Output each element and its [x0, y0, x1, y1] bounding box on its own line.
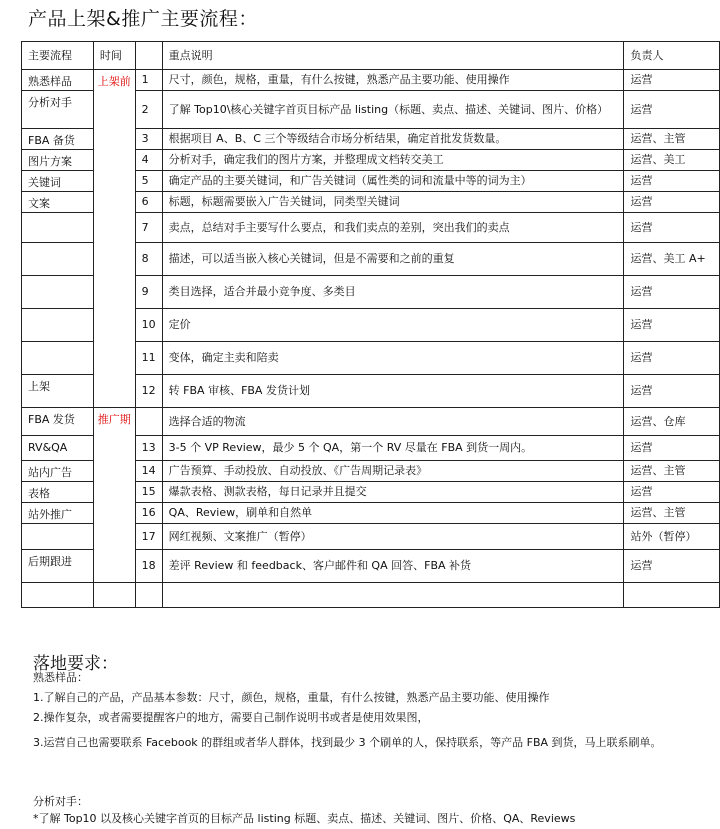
index-cell: 3 [135, 129, 162, 150]
step-cell [22, 243, 94, 276]
step-cell: 表格 [22, 482, 94, 503]
step-cell: 站外推广 [22, 503, 94, 524]
owner-cell: 运营 [624, 375, 720, 408]
owner-cell: 运营、主管 [624, 129, 720, 150]
description-cell: 转 FBA 审核、FBA 发货计划 [162, 375, 624, 408]
requirement-line: 熟悉样品： [33, 671, 88, 684]
description-cell: 3-5 个 VP Review，最少 5 个 QA，第一个 RV 尽量在 FBA 到货一周内。 [162, 436, 624, 461]
description-cell: QA、Review，刷单和自然单 [162, 503, 624, 524]
step-cell [22, 583, 94, 608]
requirement-line: 2.操作复杂，或者需要提醒客户的地方，需要自己制作说明书或者是使用效果图， [33, 711, 429, 724]
index-cell: 11 [135, 342, 162, 375]
owner-cell: 运营 [624, 482, 720, 503]
step-cell: 站内广告 [22, 461, 94, 482]
process-table [21, 41, 720, 608]
owner-cell: 运营 [624, 436, 720, 461]
index-cell: 5 [135, 171, 162, 192]
step-cell: 图片方案 [22, 150, 94, 171]
index-cell: 10 [135, 309, 162, 342]
description-cell: 爆款表格、测款表格，每日记录并且提交 [162, 482, 624, 503]
index-cell: 17 [135, 524, 162, 550]
table-row [22, 70, 720, 91]
description-cell: 根据项目 A、B、C 三个等级结合市场分析结果，确定首批发货数量。 [162, 129, 624, 150]
phase-promo: 推广期 [93, 408, 135, 583]
header-time: 时间 [93, 42, 135, 70]
owner-cell: 运营 [624, 213, 720, 243]
step-cell: 熟悉样品 [22, 70, 94, 91]
index-cell: 1 [135, 70, 162, 91]
owner-cell: 运营 [624, 171, 720, 192]
description-cell [162, 583, 624, 608]
index-cell [135, 583, 162, 608]
requirement-line: 3.运营自己也需要联系 Facebook 的群组或者华人群体，找到最少 3 个刷单的人，保持联系，等产品 FBA 到货，马上联系刷单。 [33, 736, 662, 749]
description-cell: 类目选择，适合并最小竞争度、多类目 [162, 276, 624, 309]
header-index [135, 42, 162, 70]
index-cell: 7 [135, 213, 162, 243]
description-cell: 确定产品的主要关键词，和广告关键词（属性类的词和流量中等的词为主） [162, 171, 624, 192]
owner-cell: 站外（暂停） [624, 524, 720, 550]
step-cell: FBA 发货 [22, 408, 94, 436]
owner-cell: 运营 [624, 91, 720, 129]
step-cell [22, 342, 94, 375]
description-cell: 尺寸，颜色，规格，重量，有什么按键，熟悉产品主要功能、使用操作 [162, 70, 624, 91]
owner-cell: 运营 [624, 309, 720, 342]
description-cell: 广告预算、手动投放、自动投放、《广告周期记录表》 [162, 461, 624, 482]
owner-cell: 运营、主管 [624, 503, 720, 524]
index-cell: 12 [135, 375, 162, 408]
owner-cell: 运营 [624, 276, 720, 309]
description-cell: 卖点，总结对手主要写什么要点，和我们卖点的差别，突出我们的卖点 [162, 213, 624, 243]
description-cell: 变体，确定主卖和陪卖 [162, 342, 624, 375]
index-cell: 16 [135, 503, 162, 524]
owner-cell: 运营 [624, 342, 720, 375]
description-cell: 标题，标题需要嵌入广告关键词，同类型关键词 [162, 192, 624, 213]
step-cell: 文案 [22, 192, 94, 213]
step-cell [22, 276, 94, 309]
index-cell: 9 [135, 276, 162, 309]
index-cell: 2 [135, 91, 162, 129]
description-cell: 了解 Top10\核心关键字首页目标产品 listing（标题、卖点、描述、关键词、图片、价格） [162, 91, 624, 129]
step-cell [22, 309, 94, 342]
time-cell [93, 583, 135, 608]
description-cell: 定价 [162, 309, 624, 342]
step-cell: 后期跟进 [22, 550, 94, 583]
index-cell: 14 [135, 461, 162, 482]
index-cell: 8 [135, 243, 162, 276]
phase-launch: 上架前 [93, 70, 135, 408]
step-cell: 关键词 [22, 171, 94, 192]
step-cell: 分析对手 [22, 91, 94, 129]
requirement-line: 分析对手： [33, 795, 88, 808]
index-cell: 4 [135, 150, 162, 171]
requirement-line: 1.了解自己的产品，产品基本参数：尺寸，颜色，规格，重量，有什么按键，熟悉产品主要功能、使用操作 [33, 691, 550, 704]
index-cell: 18 [135, 550, 162, 583]
step-cell: RV&QA [22, 436, 94, 461]
step-cell [22, 213, 94, 243]
table-header-row [22, 42, 720, 70]
index-cell: 15 [135, 482, 162, 503]
header-step: 主要流程 [22, 42, 94, 70]
owner-cell: 运营、美工 [624, 150, 720, 171]
step-cell [22, 524, 94, 550]
description-cell: 分析对手，确定我们的图片方案，并整理成文档转交美工 [162, 150, 624, 171]
step-cell: 上架 [22, 375, 94, 408]
description-cell: 选择合适的物流 [162, 408, 624, 436]
table-row [22, 583, 720, 608]
header-owner: 负责人 [624, 42, 720, 70]
requirement-line: *了解 Top10 以及核心关键字首页的目标产品 listing 标题、卖点、描述、关键词、图片、价格、QA、Reviews [33, 812, 576, 825]
step-cell: FBA 备货 [22, 129, 94, 150]
description-cell: 描述，可以适当嵌入核心关键词，但是不需要和之前的重复 [162, 243, 624, 276]
index-cell: 6 [135, 192, 162, 213]
owner-cell [624, 583, 720, 608]
requirements-title: 落地要求： [33, 654, 118, 674]
table-row [22, 408, 720, 436]
index-cell: 13 [135, 436, 162, 461]
index-cell [135, 408, 162, 436]
owner-cell: 运营、仓库 [624, 408, 720, 436]
owner-cell: 运营 [624, 550, 720, 583]
owner-cell: 运营 [624, 70, 720, 91]
page-title: 产品上架&推广主要流程： [28, 8, 258, 30]
description-cell: 差评 Review 和 feedback、客户邮件和 QA 回答、FBA 补货 [162, 550, 624, 583]
description-cell: 网红视频、文案推广（暂停） [162, 524, 624, 550]
owner-cell: 运营、美工 A+ [624, 243, 720, 276]
header-description: 重点说明 [162, 42, 624, 70]
owner-cell: 运营 [624, 192, 720, 213]
owner-cell: 运营、主管 [624, 461, 720, 482]
